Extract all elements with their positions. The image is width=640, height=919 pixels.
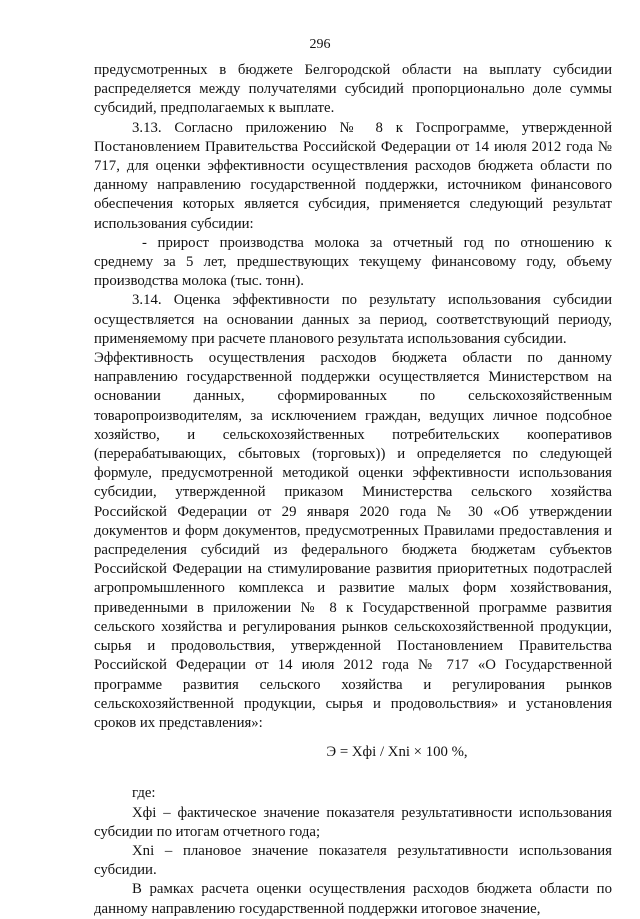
definition-planned: Xni – плановое значение показателя результативности использования субсидии. [94, 842, 612, 879]
definition-actual: Xфi – фактическое значение показателя результативности использования субсидии по итогам отчетного года; [94, 804, 612, 840]
where-label: где: [132, 785, 156, 802]
paragraph-final: В рамках расчета оценки осуществления расходов бюджета области по данному направлению государственной поддержки итоговое значение, [94, 881, 612, 917]
paragraph-3-13: 3.13. Согласно приложению № 8 к Госпрограмме, утвержденной Постановлением Правительства Российской Федерации от 14 июля 2012 года № 717, для оценки эффективности осуществления расходов бюджета области по данному направлению государственной поддержки, источником финансового обеспечения которых является субсидия, применяется следующий результат использования субсидии: [94, 119, 612, 232]
paragraph-3-14: 3.14. Оценка эффективности по результату использования субсидии осуществляется на основании данных за период, соответствующий периоду, применяемому при расчете планового результата использования субсидии. [94, 292, 612, 347]
document-body [94, 61, 612, 919]
formula: Э = Xфi / Xni × 100 %, [326, 744, 468, 761]
paragraph-continuation: предусмотренных в бюджете Белгородской области на выплату субсидии распределяется между получателями субсидий пропорционально доле суммы субсидий, предполагаемых к выплате. [94, 62, 612, 117]
paragraph-efficiency: Эффективность осуществления расходов бюджета области по данному направлению государственной поддержки осуществляется Министерством на основании данных, сформированных по сельскохозяйственным товаропроизводителям, за исключением граждан, ведущих личное подсобное хозяйство, и сельскохозяйственных потребительских кооперативов (перерабатывающих, сбытовых (торговых)) и определяется по следующей формуле, предусмотренной методикой оценки эффективности использования субсидии, утвержденной приказом Министерства сельского хозяйства Российской Федерации от 29 января 2020 года № 30 «Об утверждении документов и форм документов, предусмотренных Правилами предоставления и распределения субсидий из федерального бюджета бюджетам субъектов Российской Федерации на стимулирование развития приоритетных подотраслей агропромышленного комплекса и развитие малых форм хозяйствования, приведенными в приложении № 8 к Государственной программе развития сельского хозяйства и регулирования рынков сельскохозяйственной продукции, сырья и продовольствия, утвержденной Постановлением Правительства Российской Федерации от 14 июля 2012 года № 717 «О Государственной программе развития сельского хозяйства и регулирования рынков сельскохозяйственной продукции, сырья и продовольствия» и установления сроков их представления»: [94, 350, 612, 731]
paragraph-milk-growth: - прирост производства молока за отчетный год по отношению к среднему за 5 лет, предшествующих текущему финансовому году, объему производства молока (тыс. тонн). [94, 234, 612, 290]
page-number: 296 [309, 37, 331, 52]
